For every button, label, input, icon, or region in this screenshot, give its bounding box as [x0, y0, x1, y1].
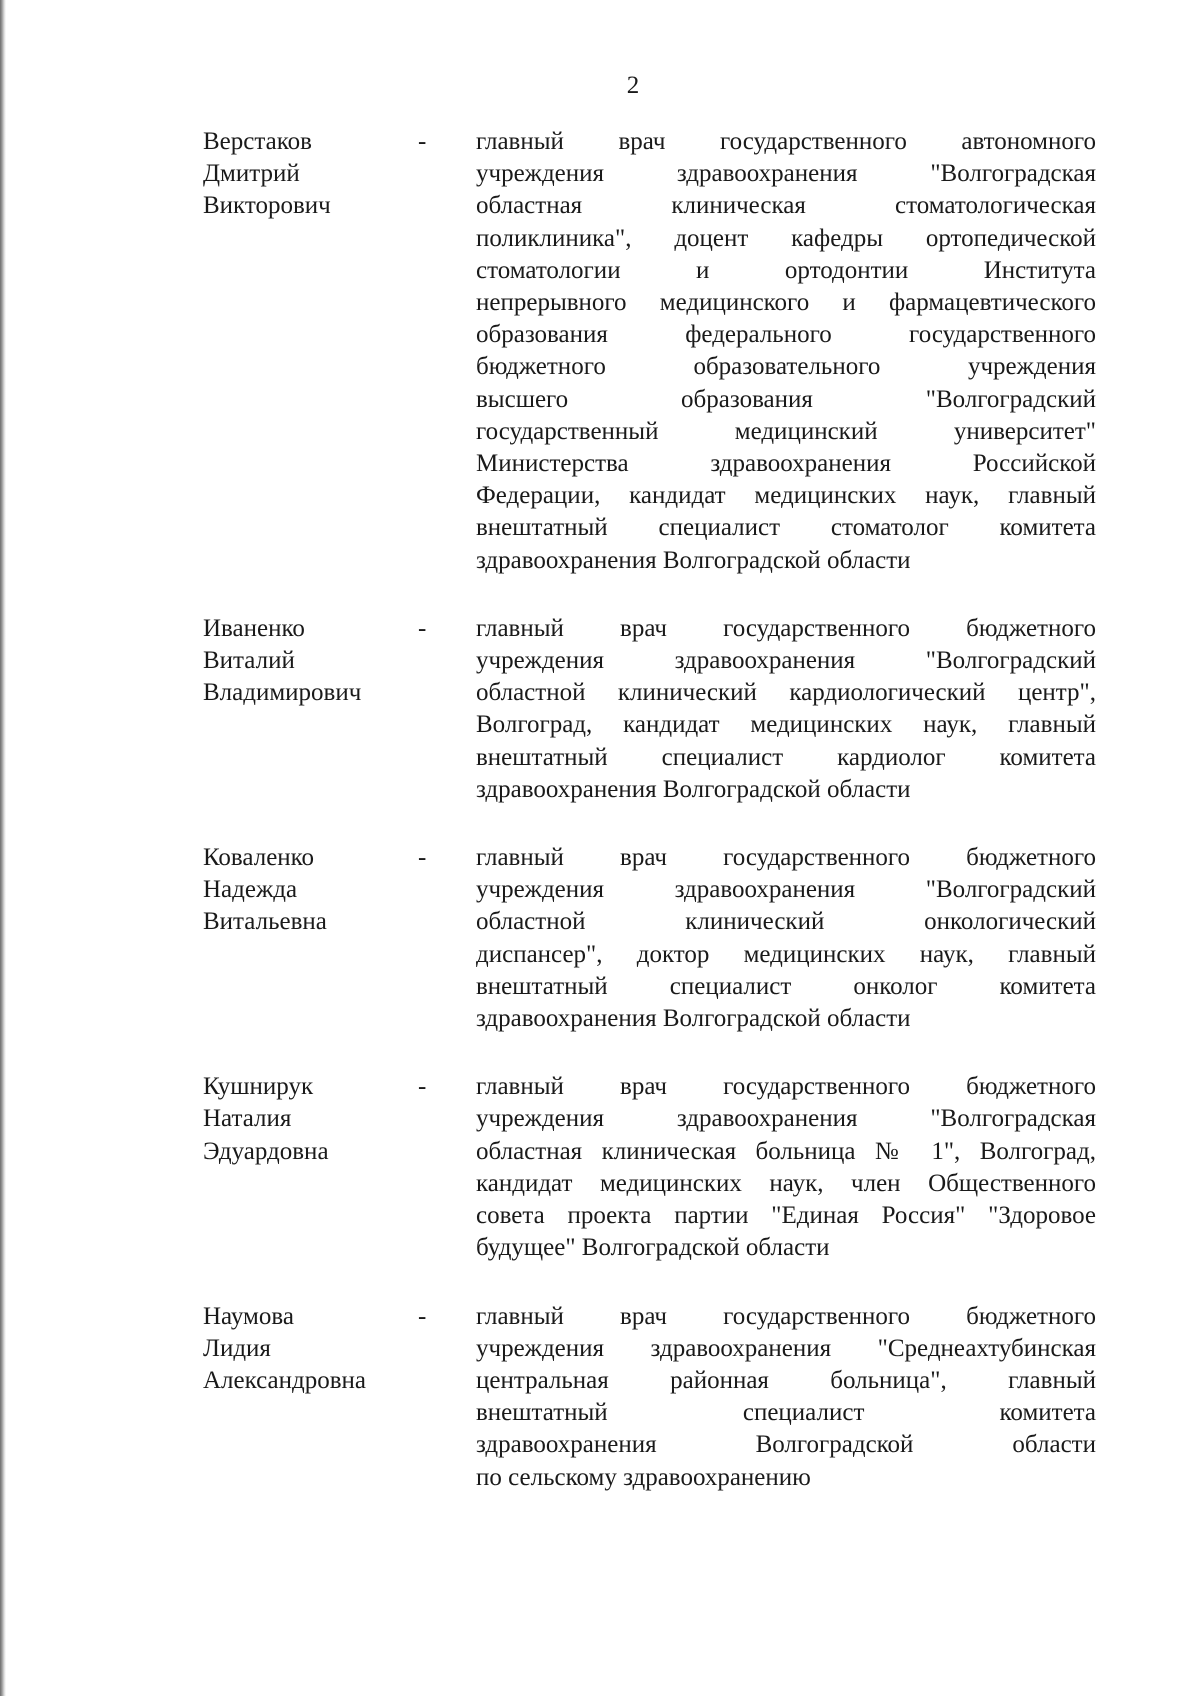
- position-line: диспансер", доктор медицинских наук, главный: [476, 940, 1096, 968]
- surname: Коваленко: [203, 844, 315, 872]
- member-entry: [203, 126, 1097, 577]
- position-line: главный врач государственного бюджетного: [476, 614, 1096, 642]
- position-line: по сельскому здравоохранению: [476, 1463, 811, 1491]
- separator-dash: -: [418, 844, 427, 872]
- separator-dash: -: [418, 1302, 427, 1330]
- member-entry: [203, 613, 1097, 806]
- position-line: здравоохранения Волгоградской области: [476, 1431, 1096, 1459]
- position-line: главный врач государственного бюджетного: [476, 1302, 1096, 1330]
- first-name: Дмитрий: [203, 160, 300, 188]
- member-entry: [203, 842, 1097, 1035]
- patronymic: Эдуардовна: [203, 1137, 329, 1165]
- patronymic: Владимирович: [203, 679, 362, 707]
- member-name: [203, 1301, 418, 1398]
- surname: Кушнирук: [203, 1073, 314, 1101]
- first-name: Лидия: [203, 1334, 271, 1362]
- position-line: будущее" Волгоградской области: [476, 1234, 830, 1262]
- separator-dash: -: [418, 128, 427, 155]
- position-line: кандидат медицинских наук, член Общественного: [476, 1169, 1096, 1197]
- position-line: учреждения здравоохранения "Среднеахтубинская: [476, 1334, 1096, 1362]
- member-name: [203, 613, 418, 710]
- member-name: [203, 126, 418, 223]
- position-line: Волгоград, кандидат медицинских наук, главный: [476, 711, 1096, 739]
- position-line: совета проекта партии "Единая Россия" "Здоровое: [476, 1202, 1096, 1230]
- member-name: [203, 842, 418, 939]
- position-line: главный врач государственного бюджетного: [476, 844, 1096, 872]
- separator-dash: -: [418, 614, 427, 642]
- scan-edge: [0, 0, 6, 1696]
- position-line: здравоохранения Волгоградской области: [476, 546, 911, 574]
- position-line: центральная районная больница", главный: [476, 1366, 1096, 1394]
- position-line: внештатный специалист онколог комитета: [476, 972, 1096, 1000]
- position-line: государственный медицинский университет": [476, 417, 1096, 445]
- position-line: внештатный специалист кардиолог комитета: [476, 743, 1096, 771]
- position-line: учреждения здравоохранения "Волгоградский: [476, 876, 1096, 904]
- position-line: Федерации, кандидат медицинских наук, главный: [476, 482, 1096, 510]
- position-line: областная клиническая стоматологическая: [476, 192, 1096, 220]
- surname: Иваненко: [203, 614, 305, 642]
- patronymic: Витальевна: [203, 908, 327, 936]
- separator-dash: -: [418, 1073, 427, 1101]
- surname: Наумова: [203, 1302, 294, 1330]
- member-position: [476, 1301, 1096, 1494]
- position-line: непрерывного медицинского и фармацевтического: [476, 289, 1096, 317]
- position-line: здравоохранения Волгоградской области: [476, 775, 911, 803]
- position-line: главный врач государственного бюджетного: [476, 1073, 1096, 1101]
- first-name: Наталия: [203, 1105, 292, 1133]
- position-line: областной клинический кардиологический центр",: [476, 679, 1096, 707]
- position-line: областной клинический онкологический: [476, 908, 1096, 936]
- position-line: областная клиническая больница № 1", Волгоград,: [476, 1137, 1096, 1165]
- member-position: [476, 842, 1096, 1035]
- member-entry: [203, 1071, 1097, 1264]
- position-line: учреждения здравоохранения "Волгоградская: [476, 1105, 1096, 1133]
- position-line: высшего образования "Волгоградский: [476, 385, 1096, 413]
- position-line: главный врач государственного автономного: [476, 128, 1096, 155]
- position-line: стоматологии и ортодонтии Института: [476, 256, 1096, 284]
- member-position: [476, 613, 1096, 806]
- first-name: Надежда: [203, 876, 298, 904]
- surname: Верстаков: [203, 128, 312, 155]
- member-name: [203, 1071, 418, 1168]
- member-list: [203, 126, 1097, 1494]
- position-line: бюджетного образовательного учреждения: [476, 353, 1096, 381]
- position-line: внештатный специалист стоматолог комитета: [476, 514, 1096, 542]
- position-line: учреждения здравоохранения "Волгоградский: [476, 647, 1096, 675]
- member-position: [476, 1071, 1096, 1264]
- member-entry: [203, 1301, 1097, 1494]
- patronymic: Александровна: [203, 1366, 367, 1394]
- patronymic: Викторович: [203, 192, 331, 220]
- page-number: 2: [626, 72, 640, 99]
- position-line: учреждения здравоохранения "Волгоградская: [476, 160, 1096, 188]
- position-line: Министерства здравоохранения Российской: [476, 450, 1096, 478]
- position-line: здравоохранения Волгоградской области: [476, 1005, 911, 1033]
- first-name: Виталий: [203, 647, 295, 675]
- position-line: внештатный специалист комитета: [476, 1399, 1096, 1427]
- position-line: поликлиника", доцент кафедры ортопедической: [476, 224, 1096, 252]
- position-line: образования федерального государственного: [476, 321, 1096, 349]
- member-position: [476, 126, 1096, 577]
